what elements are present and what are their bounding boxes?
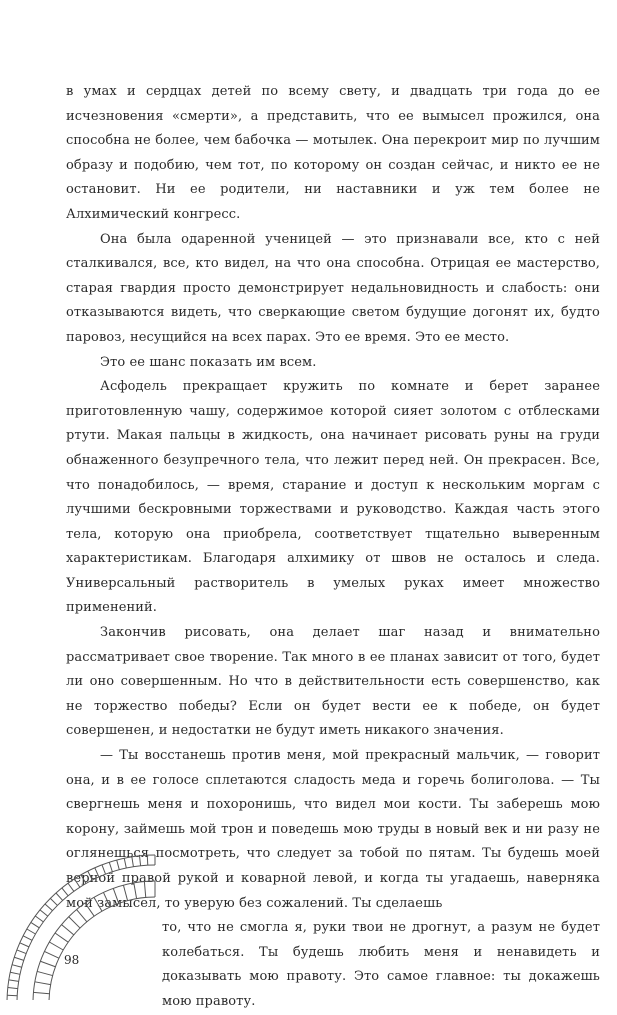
paragraph-4: Асфодель прекращает кружить по комнате и берет заранее приготовленную чашу, содержимое которой сияет золотом с отблесками ртути. Макая пальцы в жидкость, она начинает рисовать руны на груди обнаженного безупречного тела, что лежит перед ней. Он прекрасен. Все, что понадобилось, — время, старание и доступ к нескольким моргам с лучшими бескровными торжествами и руководство. Каждая часть этого тела, которую она приобрела, соответствует тщательно выверенным характеристикам. Благодаря алхимику от швов не осталось и следа. Универсальный растворитель в умелых руках имеет множество применений. bbox=[66, 379, 600, 616]
paragraph-1: в умах и сердцах детей по всему свету, и двадцать три года до ее исчезновения «смерти», а представить, что ее вымысел прожился, она способна не более, чем бабочка — мотылек. Она перекроит мир по лучшим образу и подобию, чем тот, по которому он создан сейчас, и никто ее не остановит. Ни ее родители, ни наставники и уж тем более не Алхимический конгресс. bbox=[66, 84, 600, 222]
arc-scale-ornament-icon bbox=[0, 838, 170, 1000]
paragraph-6: — Ты восстанешь против меня, мой прекрасный мальчик, — говорит она, и в ее голосе сплетаются сладость меда и горечь болиголова. — Ты свергнешь меня и похоронишь, что видел мои кости. Ты заберешь мою корону, займешь мой трон и поведешь мою труды в новый век и ни разу не оглянешься посмотреть, что следует за тобой по пятам. Ты будешь моей верной правой рукой и коварной левой, и когда ты угадаешь, наверняка мой замысел, то уверую без сожалений. Ты сделаешь bbox=[66, 748, 600, 911]
paragraph-3: Это ее шанс показать им всем. bbox=[100, 354, 317, 370]
paragraph-2: Она была одаренной ученицей — это признавали все, кто с ней сталкивался, все, кто видел, на что она способна. Отрицая ее мастерство, старая гвардия просто демонстрирует недальновидность и слабость: они отказываются видеть, что сверкающие светом будущие догонят их, будто паровоз, несущийся на всех парах. Это ее время. Это ее место. bbox=[66, 231, 600, 345]
page-number: 98 bbox=[64, 953, 80, 967]
paragraph-5: Закончив рисовать, она делает шаг назад и внимательно рассматривает свое творение. Так много в ее планах зависит от того, будет ли оно совершенным. Но что в действительности есть совершенство, как не торжество победы? Если он будет вести ее к победе, он будет совершенен, и недостатки не будут иметь никакого значения. bbox=[66, 625, 600, 739]
paragraph-7-wrapped: то, что не смогла я, руки твои не дрогнут, а разум не будет колебаться. Ты будешь любить меня и ненавидеть и доказывать мою правоту. Это самое главное: ты докажешь мою правоту. bbox=[162, 920, 600, 1009]
